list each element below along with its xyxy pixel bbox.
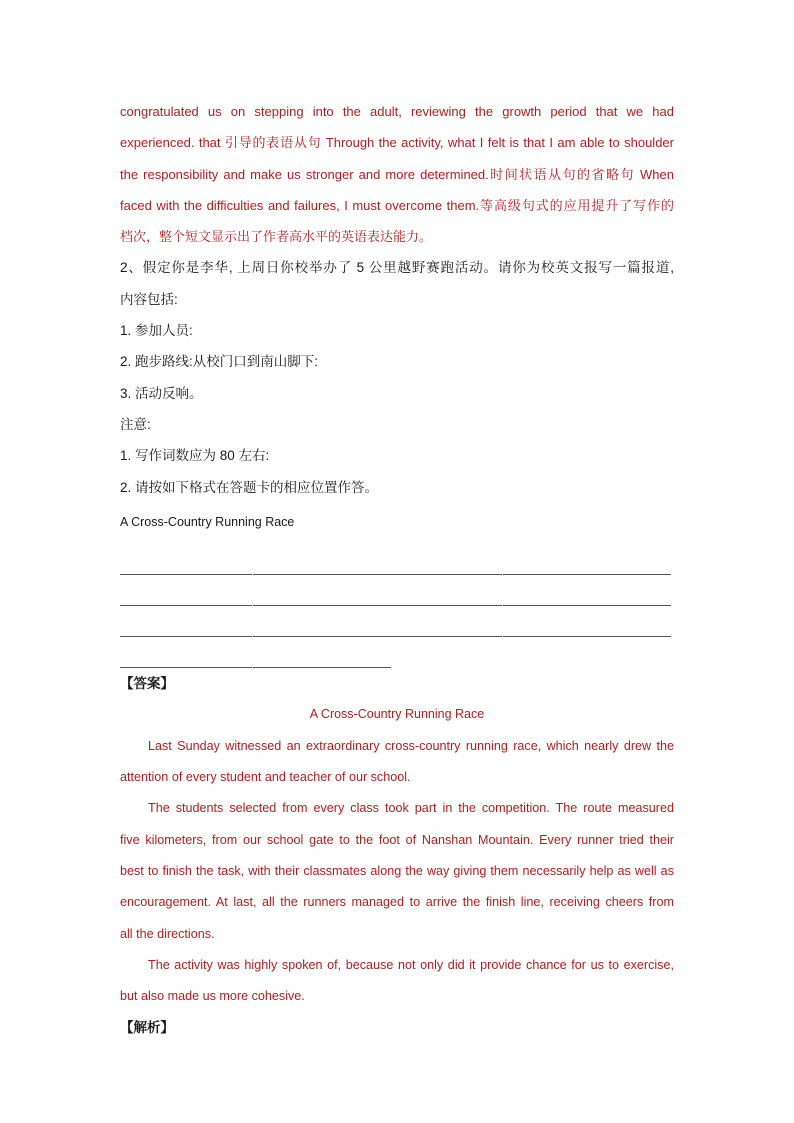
essay-line: best to finish the task, with their classmates along the way giving them necessarily help as well as: [120, 863, 674, 878]
essay-paragraph: [120, 950, 674, 1013]
writing-line: [120, 544, 674, 575]
note-item: 1. 写作词数应为 80 左右:: [120, 448, 270, 464]
essay-line: five kilometers, from our school gate to the foot of Nanshan Mountain. Every runner tried their: [120, 832, 674, 847]
note-item: 2. 请按如下格式在答题卡的相应位置作答。: [120, 479, 379, 495]
answer-essay: [120, 731, 674, 1013]
writing-line: [120, 637, 674, 668]
format-title: A Cross-Country Running Race: [120, 514, 295, 529]
answer-title: A Cross-Country Running Race: [309, 707, 485, 722]
analysis-continued: [120, 96, 674, 252]
essay-line: The students selected from every class took part in the competition. The route measured: [148, 801, 674, 816]
notes-label: 注意:: [120, 416, 151, 432]
question-block: [120, 252, 674, 668]
answer-block: [120, 668, 674, 1012]
content-item: 2. 跑步路线:从校门口到南山脚下:: [120, 354, 319, 370]
essay-paragraph: [120, 793, 674, 949]
writing-line: [120, 575, 674, 606]
answer-label: 【答案】: [120, 676, 174, 692]
answer-writing-lines: [120, 544, 674, 668]
question-intro-line: 2、假定你是李华, 上周日你校举办了 5 公里越野赛跑活动。请你为校英文报写一篇报道,: [120, 260, 674, 276]
content-item: 3. 活动反响。: [120, 385, 203, 401]
analysis-line: 档次，整个短文显示出了作者高水平的英语表达能力。: [120, 229, 433, 245]
essay-line: attention of every student and teacher of our school.: [120, 770, 411, 785]
analysis-line: congratulated us on stepping into the adult, reviewing the growth period that we had: [120, 104, 674, 119]
essay-line: all the directions.: [120, 926, 215, 941]
analysis-line: faced with the difficulties and failures, I must overcome them.等高级句式的应用提升了写作的: [120, 197, 674, 213]
essay-line: but also made us more cohesive.: [120, 989, 305, 1004]
analysis-line: experienced. that 引导的表语从句 Through the activity, what I felt is that I am able to shoulder: [120, 135, 674, 151]
writing-line: [120, 606, 674, 637]
analysis-label: 【解析】: [120, 1020, 174, 1036]
essay-paragraph: [120, 731, 674, 794]
essay-line: The activity was highly spoken of, because not only did it provide chance for us to exercise,: [148, 957, 674, 972]
essay-line: Last Sunday witnessed an extraordinary cross-country running race, which nearly drew the: [148, 738, 674, 753]
question-intro-line: 内容包括:: [120, 291, 178, 307]
essay-line: encouragement. At last, all the runners managed to arrive the finish line, receiving cheers from: [120, 895, 674, 910]
analysis-line: the responsibility and make us stronger and more determined.时间状语从句的省略句 When: [120, 166, 674, 182]
document-page: [120, 96, 674, 1044]
content-item: 1. 参加人员:: [120, 323, 193, 339]
